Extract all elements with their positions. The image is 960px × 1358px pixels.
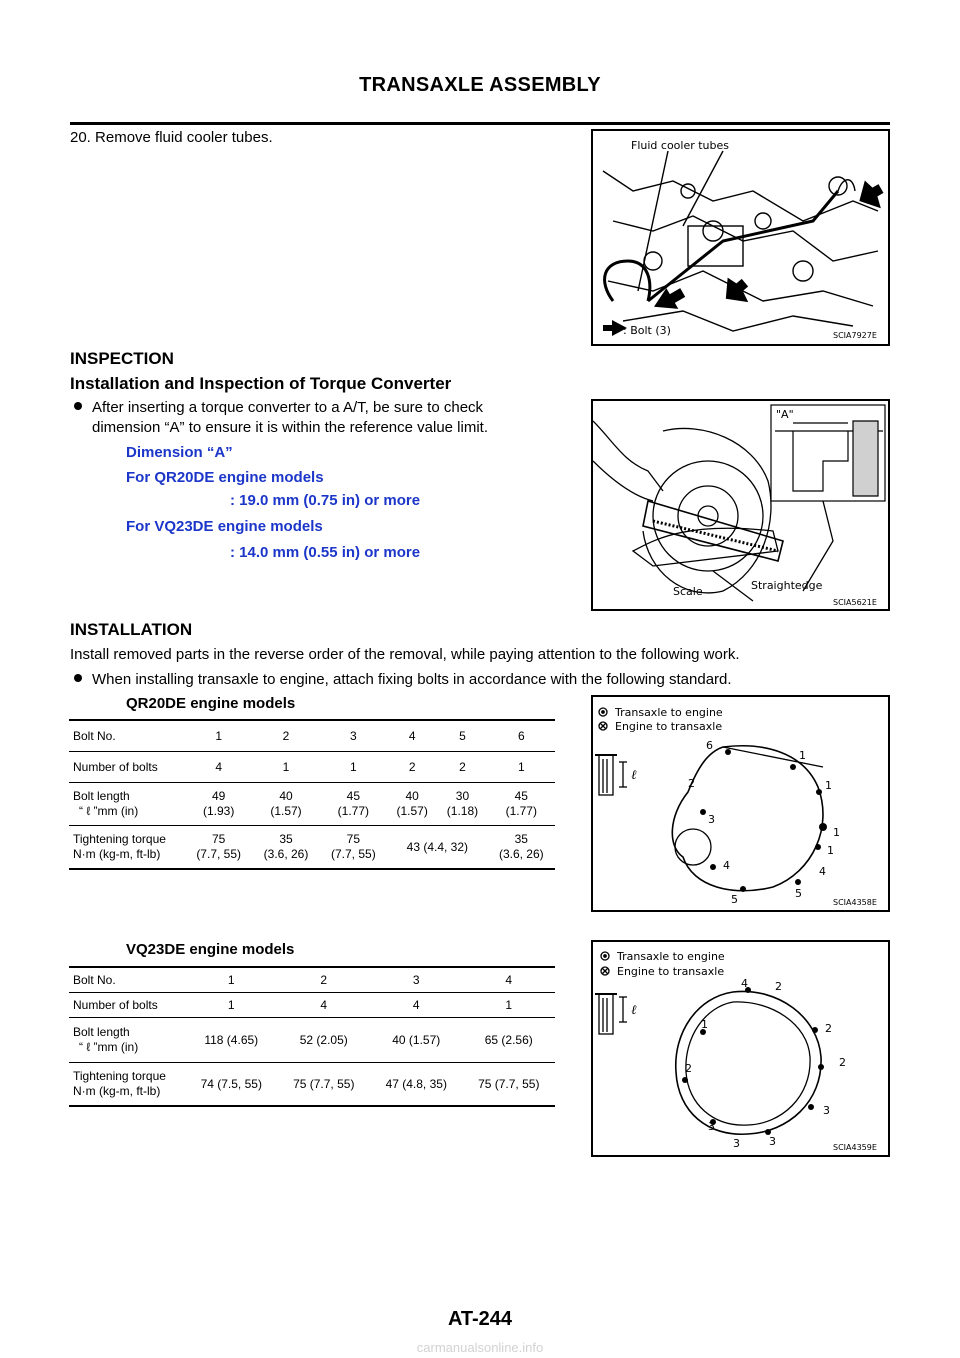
cell-line: (7.7, 55) <box>196 847 242 861</box>
fig3-code: SCIA4358E <box>833 898 877 907</box>
dimension-title: Dimension “A” <box>126 444 233 461</box>
step-20-text: 20. Remove fluid cooler tubes. <box>70 129 273 146</box>
vq-bolt-table <box>69 966 555 1107</box>
fig4-ell: ℓ <box>631 1003 637 1018</box>
table-cell <box>437 783 487 826</box>
fig3-legend-2: Engine to transaxle <box>615 720 723 733</box>
cell-line: (3.6, 26) <box>498 847 544 861</box>
table-cell: 6 <box>488 720 555 752</box>
table-cell: 75 (7.7, 55) <box>463 1063 556 1107</box>
table-cell: 1 <box>252 752 319 783</box>
table-row <box>69 783 555 826</box>
table-cell: 4 <box>463 967 556 993</box>
fig2-label-scale: Scale <box>673 585 703 598</box>
cell-line: (1.57) <box>396 804 428 818</box>
fig4-legend-1: Transaxle to engine <box>617 950 725 963</box>
cell-line: 35 <box>279 832 293 846</box>
fig2-code: SCIA5621E <box>833 598 877 607</box>
installation-intro: Install removed parts in the reverse order of the removal, while paying attention to the following work. <box>70 646 740 663</box>
title-rule <box>70 122 890 125</box>
table-cell: 1 <box>185 720 252 752</box>
table-cell: 1 <box>463 993 556 1018</box>
fig4-legend-2: Engine to transaxle <box>617 965 725 978</box>
table-cell <box>320 783 387 826</box>
cell-line: 75 <box>211 832 226 846</box>
row-label-line: Tightening torque <box>73 1069 166 1083</box>
table-cell: 2 <box>437 752 487 783</box>
row-label-line: N·m (kg-m, ft-lb) <box>73 847 161 861</box>
cell-line: (1.18) <box>446 804 479 818</box>
table-row <box>69 752 555 783</box>
figure-vq23de-bolt-layout <box>591 940 890 1157</box>
cell-line: (1.93) <box>202 804 235 818</box>
row-label: Bolt No. <box>69 720 185 752</box>
table-cell: 65 (2.56) <box>463 1018 556 1063</box>
row-label-line: Tightening torque <box>73 832 166 846</box>
table-cell <box>320 826 387 870</box>
cell-line: (7.7, 55) <box>331 847 376 861</box>
bullet-icon <box>74 674 82 682</box>
table-cell: 40 (1.57) <box>370 1018 463 1063</box>
installation-bullet <box>74 670 732 690</box>
figure-fluid-cooler-tubes <box>591 129 890 346</box>
page-title: TRANSAXLE ASSEMBLY <box>359 74 601 96</box>
vq-dimension-value: : 14.0 mm (0.55 in) or more <box>230 544 421 561</box>
bullet-icon <box>74 402 82 410</box>
row-label: Number of bolts <box>69 752 185 783</box>
table-cell <box>252 783 319 826</box>
fig3-num: 6 <box>706 739 713 752</box>
vq23de-bolt-diagram <box>593 942 888 1155</box>
fig3-num: 1 <box>833 826 840 839</box>
fig3-num: 4 <box>819 865 826 878</box>
fig4-num: 2 <box>825 1022 832 1035</box>
watermark: carmanualsonline.info <box>416 1340 544 1355</box>
table-cell: 2 <box>278 967 371 993</box>
fig4-num: 4 <box>741 977 748 990</box>
inspection-heading: INSPECTION <box>70 349 174 368</box>
fig3-ell: ℓ <box>631 768 637 783</box>
table-row <box>69 720 555 752</box>
row-label <box>69 1018 185 1063</box>
row-label <box>69 783 185 826</box>
table-row <box>69 1018 555 1063</box>
cell-line: 49 <box>211 789 226 803</box>
cell-line: 35 <box>514 832 528 846</box>
table-cell: 74 (7.5, 55) <box>185 1063 278 1107</box>
table-cell: 4 <box>278 993 371 1018</box>
vq-dimension-label: For VQ23DE engine models <box>126 518 323 535</box>
fig4-num: 3 <box>708 1120 715 1133</box>
fig2-label-straightedge: Straightedge <box>751 579 823 592</box>
cell-line: 45 <box>346 789 361 803</box>
table-cell: 118 (4.65) <box>185 1018 278 1063</box>
table-cell: 4 <box>387 720 437 752</box>
installation-heading: INSTALLATION <box>70 620 193 639</box>
table-row <box>69 1063 555 1107</box>
cell-line: (1.57) <box>270 804 302 818</box>
qr-dimension-label: For QR20DE engine models <box>126 469 324 486</box>
fig4-num: 2 <box>775 980 782 993</box>
figure-torque-converter-inspection <box>591 399 890 611</box>
fig3-num: 1 <box>825 779 832 792</box>
table-cell: 75 (7.7, 55) <box>278 1063 371 1107</box>
cell-line: (1.77) <box>505 804 537 818</box>
table-cell: 1 <box>320 752 387 783</box>
table-row <box>69 967 555 993</box>
table-cell: 2 <box>252 720 319 752</box>
fluid-cooler-illustration <box>593 131 888 344</box>
cell-line: (3.6, 26) <box>263 847 309 861</box>
cell-line: 75 <box>346 832 361 846</box>
qr20de-bolt-diagram <box>593 697 888 910</box>
cell-line: 45 <box>514 789 528 803</box>
table-row <box>69 826 555 870</box>
row-label <box>69 1063 185 1107</box>
table-cell: 1 <box>185 993 278 1018</box>
cell-line: 30 <box>455 789 470 803</box>
row-label-line: “ ℓ ”mm (in) <box>79 1040 139 1054</box>
table-cell: 47 (4.8, 35) <box>370 1063 463 1107</box>
fig3-num: 1 <box>827 844 834 857</box>
fig4-num: 2 <box>685 1062 692 1075</box>
table-cell <box>387 783 437 826</box>
page-number: AT-244 <box>447 1308 513 1330</box>
qr-dimension-value: : 19.0 mm (0.75 in) or more <box>230 492 421 509</box>
fig4-num: 3 <box>823 1104 830 1117</box>
fig4-num: 3 <box>769 1135 776 1148</box>
fig3-num: 3 <box>708 813 715 826</box>
figure-qr20de-bolt-layout <box>591 695 890 912</box>
installation-bullet-text: When installing transaxle to engine, attach fixing bolts in accordance with the following standard. <box>92 671 732 688</box>
table-cell <box>488 826 555 870</box>
table-cell <box>252 826 319 870</box>
cell-line: 40 <box>405 789 419 803</box>
fig2-label-a: "A" <box>776 408 794 421</box>
qr-bolt-table <box>69 719 555 870</box>
table-cell: 2 <box>387 752 437 783</box>
inspection-subheading: Installation and Inspection of Torque Converter <box>70 374 452 393</box>
fig1-label-tubes: Fluid cooler tubes <box>631 139 730 152</box>
table-cell: 3 <box>320 720 387 752</box>
row-label-line: Bolt length <box>73 1025 130 1039</box>
table-cell: 4 <box>370 993 463 1018</box>
row-label-line: “ ℓ ”mm (in) <box>79 804 139 818</box>
qr-table-title: QR20DE engine models <box>126 695 296 712</box>
cell-line: 40 <box>279 789 293 803</box>
row-label <box>69 826 185 870</box>
fig3-legend-1: Transaxle to engine <box>615 706 723 719</box>
table-cell <box>185 826 252 870</box>
inspection-bullet <box>74 398 584 438</box>
table-cell: 5 <box>437 720 487 752</box>
fig3-num: 5 <box>795 887 802 900</box>
table-cell <box>488 783 555 826</box>
fig3-num: 2 <box>688 777 695 790</box>
cell-line: (1.77) <box>337 804 370 818</box>
table-cell: 4 <box>185 752 252 783</box>
fig4-num: 1 <box>701 1018 708 1031</box>
torque-converter-illustration <box>593 401 888 609</box>
table-cell: 1 <box>185 967 278 993</box>
row-label: Bolt No. <box>69 967 185 993</box>
fig4-num: 3 <box>733 1137 740 1150</box>
table-cell: 1 <box>488 752 555 783</box>
inspection-bullet-line2: dimension “A” to ensure it is within the reference value limit. <box>92 419 489 436</box>
fig3-num: 5 <box>731 893 738 906</box>
vq-table-title: VQ23DE engine models <box>126 941 295 958</box>
row-label: Number of bolts <box>69 993 185 1018</box>
fig4-code: SCIA4359E <box>833 1143 877 1152</box>
table-cell: 43 (4.4, 32) <box>387 826 488 870</box>
table-row <box>69 993 555 1018</box>
row-label-line: N·m (kg-m, ft-lb) <box>73 1084 161 1098</box>
fig1-code: SCIA7927E <box>833 331 877 340</box>
inspection-bullet-line1: After inserting a torque converter to a A/T, be sure to check <box>92 399 484 416</box>
table-cell: 52 (2.05) <box>278 1018 371 1063</box>
row-label-line: Bolt length <box>73 789 130 803</box>
fig3-num: 4 <box>723 859 730 872</box>
fig1-label-bolt: : Bolt (3) <box>623 324 671 337</box>
table-cell: 3 <box>370 967 463 993</box>
fig4-num: 2 <box>839 1056 846 1069</box>
fig3-num: 1 <box>799 749 806 762</box>
table-cell <box>185 783 252 826</box>
